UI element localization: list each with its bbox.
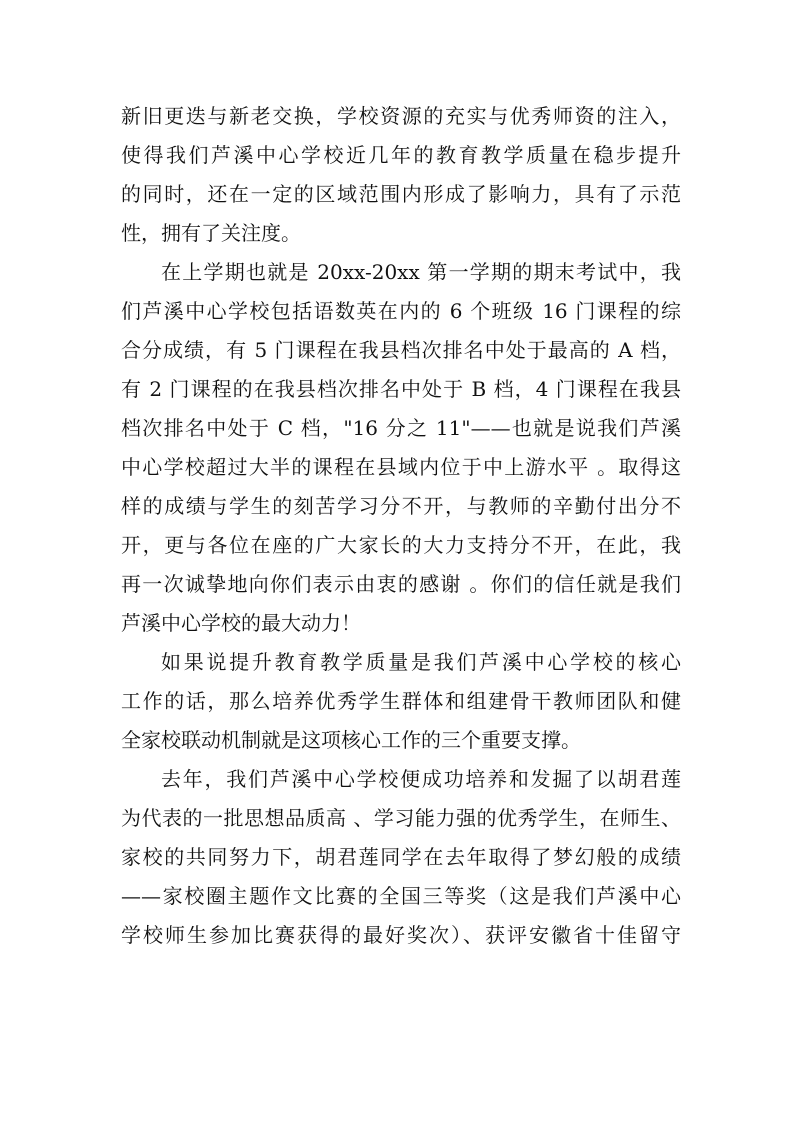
paragraph-4-line-1: 去年，我们芦溪中心学校便成功培养和发掘了以胡君莲 [161, 767, 681, 791]
paragraph-4-line-3: 家校的共同努力下，胡君莲同学在去年取得了梦幻般的成绩 [121, 845, 681, 869]
paragraph-3-line-1: 如果说提升教育教学质量是我们芦溪中心学校的核心 [161, 650, 681, 674]
paragraph-2-line-9: 再一次诚挚地向你们表示由衷的感谢 。你们的信任就是我们 [121, 572, 681, 596]
paragraph-1-line-3: 的同时，还在一定的区域范围内形成了影响力，具有了示范 [121, 182, 681, 206]
paragraph-3-line-3: 全家校联动机制就是这项核心工作的三个重要支撑。 [121, 728, 581, 752]
paragraph-2-line-4: 有 2 门课程的在我县档次排名中处于 B 档，4 门课程在我县 [121, 377, 681, 401]
paragraph-2-line-10: 芦溪中心学校的最大动力！ [121, 611, 361, 635]
paragraph-4-line-4: ——家校圈主题作文比赛的全国三等奖（这是我们芦溪中心 [121, 884, 681, 908]
paragraph-1-line-2: 使得我们芦溪中心学校近几年的教育教学质量在稳步提升 [121, 143, 681, 167]
paragraph-2-line-3: 合分成绩，有 5 门课程在我县档次排名中处于最高的 A 档， [121, 338, 681, 362]
paragraph-4-line-5: 学校师生参加比赛获得的最好奖次）、获评安徽省十佳留守 [121, 923, 681, 947]
paragraph-4-line-2: 为代表的一批思想品质高 、学习能力强的优秀学生，在师生、 [121, 806, 681, 830]
paragraph-2-line-2: 们芦溪中心学校包括语数英在内的 6 个班级 16 门课程的综 [121, 299, 681, 323]
paragraph-2-line-8: 开，更与各位在座的广大家长的大力支持分不开，在此，我 [121, 533, 681, 557]
paragraph-2-line-5: 档次排名中处于 C 档，"16 分之 11"——也就是说我们芦溪 [121, 416, 681, 440]
paragraph-2-line-6: 中心学校超过大半的课程在县域内位于中上游水平 。取得这 [121, 455, 681, 479]
paragraph-2-line-1: 在上学期也就是 20xx-20xx 第一学期的期末考试中，我 [161, 260, 681, 284]
paragraph-2-line-7: 样的成绩与学生的刻苦学习分不开，与教师的辛勤付出分不 [121, 494, 681, 518]
document-body [121, 97, 681, 955]
paragraph-1-line-1: 新旧更迭与新老交换，学校资源的充实与优秀师资的注入， [121, 104, 681, 128]
paragraph-3-line-2: 工作的话，那么培养优秀学生群体和组建骨干教师团队和健 [121, 689, 681, 713]
paragraph-1-line-4: 性，拥有了关注度。 [121, 221, 301, 245]
